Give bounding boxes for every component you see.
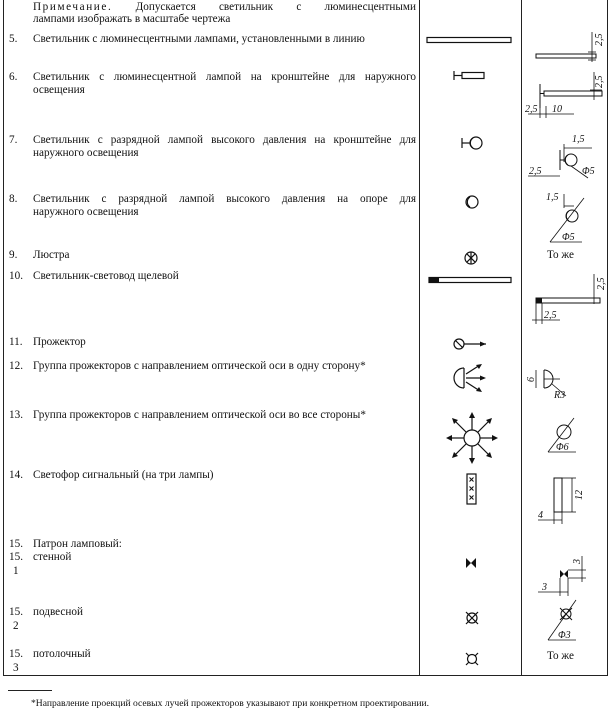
note-line-1 [33, 1, 416, 14]
row-number-9: 9. [9, 249, 18, 261]
dimension-drawing-15-1 [534, 550, 598, 600]
column-divider-symbol [419, 0, 420, 676]
row-text-12: Группа прожекторов с направлением оптической оси в одну сторону* [33, 360, 366, 372]
dim-10-height: 2,5 [596, 277, 607, 290]
floodlight-symbol [452, 336, 492, 352]
row-text-9: Люстра [33, 249, 70, 261]
dim-13-diameter: Φ6 [556, 442, 569, 453]
dim-7-gap: 1,5 [572, 134, 585, 145]
row-text-15-3: потолочный [33, 648, 91, 660]
dimension-drawing-6 [524, 68, 608, 124]
column-divider-dimensions [521, 0, 522, 676]
dim-6-offset: 2,5 [525, 104, 538, 115]
row-text-15-1: стенной [33, 551, 72, 563]
ceiling-lampholder-symbol [463, 650, 481, 668]
row-text-10: Светильник-световод щелевой [33, 270, 179, 282]
row-text-15: Патрон ламповый: [33, 538, 122, 550]
footnote-separator [8, 690, 52, 691]
footnote: *Направление проекций осевых лучей прожекторов указывают при конкретном проектировании. [31, 698, 430, 709]
chandelier-symbol [461, 248, 481, 268]
dimension-drawing-13 [540, 412, 600, 458]
dim-15-1-width: 3 [542, 582, 547, 593]
row-number-15: 15. [9, 538, 23, 550]
row-text-8-line-1: Светильник с разрядной лампой высокого давления на опоре для [33, 193, 416, 205]
table-left-border [3, 0, 4, 676]
dim-6-length: 10 [552, 104, 562, 115]
dimension-drawing-12 [526, 362, 590, 402]
bracket-fluorescent-symbol [452, 69, 492, 83]
wall-lampholder-symbol [464, 556, 478, 570]
dimension-drawing-10 [526, 268, 610, 328]
row-number-13: 13. [9, 409, 23, 421]
row-text-8-line-2: наружного освещения [33, 206, 139, 218]
table-bottom-border [3, 675, 608, 676]
dim-15-1-height: 3 [572, 559, 583, 564]
note-line-2: лампами изображать в масштабе чертежа [33, 13, 231, 25]
dim-14-width: 4 [538, 510, 543, 521]
row-number-15-3: 15. [9, 648, 23, 660]
dimension-drawing-8 [526, 188, 610, 246]
row-text-13: Группа прожекторов с направлением оптической оси во все стороны* [33, 409, 366, 421]
row-text-6-line-2: освещения [33, 84, 85, 96]
dim-12-radius: R3 [554, 390, 566, 401]
dim-8-gap: 1,5 [546, 192, 559, 203]
row-number-5: 5. [9, 33, 18, 45]
dim-10-length: 2,5 [544, 310, 557, 321]
slot-light-guide-symbol [428, 275, 518, 287]
note-label: Примечание. [33, 1, 113, 13]
row-text-15-2: подвесной [33, 606, 83, 618]
row-number-15-1-sub: 1 [13, 565, 19, 577]
same-as-above-9: То же [547, 249, 574, 261]
row-number-7: 7. [9, 134, 18, 146]
row-number-15-3-sub: 3 [13, 662, 19, 674]
row-number-14: 14. [9, 469, 23, 481]
row-text-11: Прожектор [33, 336, 86, 348]
row-number-6: 6. [9, 71, 18, 83]
floodlight-group-all-directions-symbol [444, 410, 500, 466]
row-text-5: Светильник с люминесцентными лампами, установленными в линию [33, 33, 365, 45]
row-number-8: 8. [9, 193, 18, 205]
dimension-drawing-15-2 [540, 598, 600, 648]
dimension-drawing-7 [526, 128, 610, 188]
same-as-above-15-3: То же [547, 650, 574, 662]
floodlight-group-one-direction-symbol [454, 362, 494, 394]
dim-5-height: 2,5 [594, 33, 605, 46]
row-number-11: 11. [9, 336, 23, 348]
dim-14-height: 12 [574, 490, 585, 500]
pole-discharge-lamp-symbol [462, 192, 482, 212]
dim-7-diameter: Φ5 [582, 166, 595, 177]
pendant-lampholder-symbol [463, 609, 481, 627]
row-text-7-line-1: Светильник с разрядной лампой высокого давления на кронштейне для [33, 134, 416, 146]
row-number-15-2: 15. [9, 606, 23, 618]
row-number-15-2-sub: 2 [13, 620, 19, 632]
dimension-drawing-5 [526, 26, 606, 66]
dim-7-offset: 2,5 [529, 166, 542, 177]
row-text-14: Светофор сигнальный (на три лампы) [33, 469, 214, 481]
dim-12-height: 6 [526, 377, 537, 382]
linear-fluorescent-symbol [426, 35, 516, 47]
row-number-12: 12. [9, 360, 23, 372]
row-text-7-line-2: наружного освещения [33, 147, 139, 159]
dim-6-height: 2,5 [594, 75, 605, 88]
dimension-drawing-14 [534, 468, 594, 528]
bracket-discharge-lamp-symbol [460, 133, 490, 153]
signal-light-symbol [464, 473, 480, 507]
dim-8-diameter: Φ5 [562, 232, 575, 243]
row-number-10: 10. [9, 270, 23, 282]
row-number-15-1: 15. [9, 551, 23, 563]
note-text: Допускается светильник с люминесцентными [135, 1, 416, 13]
dim-15-2-diameter: Φ3 [558, 630, 571, 641]
row-text-6-line-1: Светильник с люминесцентной лампой на кронштейне для наружного [33, 71, 416, 83]
